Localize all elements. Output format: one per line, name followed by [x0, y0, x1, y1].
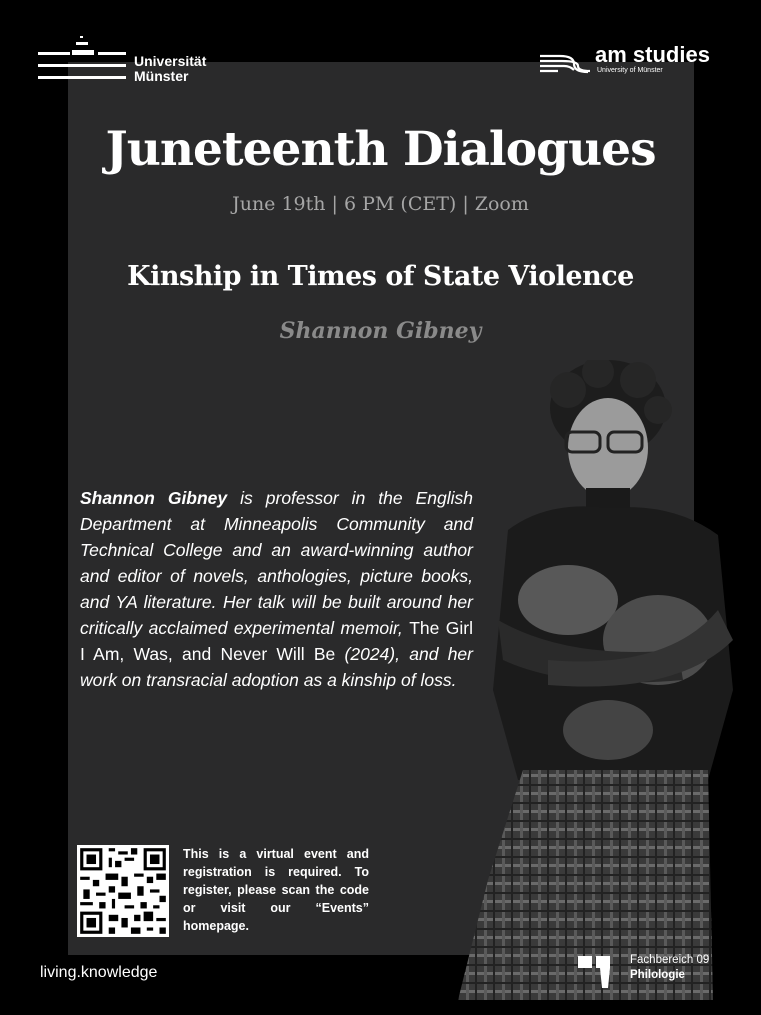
slogan: living.knowledge [40, 964, 158, 981]
speaker-photo [448, 360, 748, 1000]
registration-note: This is a virtual event and registration is required. To register, please scan the code or visit our “Events” homepage. [183, 847, 369, 933]
partner-logo [540, 42, 730, 76]
faculty-line2: Philologie [630, 969, 685, 981]
university-line1: Universität [134, 53, 207, 69]
event-meta: June 19th | 6 PM (CET) | Zoom [232, 193, 529, 215]
faculty-mark-icon [578, 954, 614, 990]
partner-subtitle: University of Münster [597, 67, 663, 74]
faculty-line1: Fachbereich 09 [630, 954, 710, 966]
university-line2: Münster [134, 68, 189, 84]
university-name [134, 54, 206, 84]
talk-title: Kinship in Times of State Violence [127, 261, 634, 292]
speaker-bio [80, 485, 473, 693]
qr-code-icon[interactable] [77, 845, 169, 937]
speaker-name: Shannon Gibney [279, 318, 482, 344]
am-studies-logo-icon [540, 52, 592, 76]
bio-book-title: The Girl I Am, Was, and Never Will Be [80, 618, 473, 664]
bio-text-2: (2024), and her work on transracial adoption as a kinship of loss. [80, 644, 473, 690]
university-logo [38, 32, 218, 84]
faculty-label [630, 953, 709, 983]
event-title: Juneteenth Dialogues [105, 122, 656, 177]
bio-name: Shannon Gibney [80, 488, 228, 508]
bio-text-1: is professor in the English Department at Minneapolis Community and Technical College and an award-winning author and editor of novels, anthologies, picture books, and YA literature. Her talk will be built around her critically acclaimed experimental memoir, [80, 488, 473, 638]
partner-name: am studies [595, 42, 710, 67]
university-logo-icon [38, 32, 133, 82]
